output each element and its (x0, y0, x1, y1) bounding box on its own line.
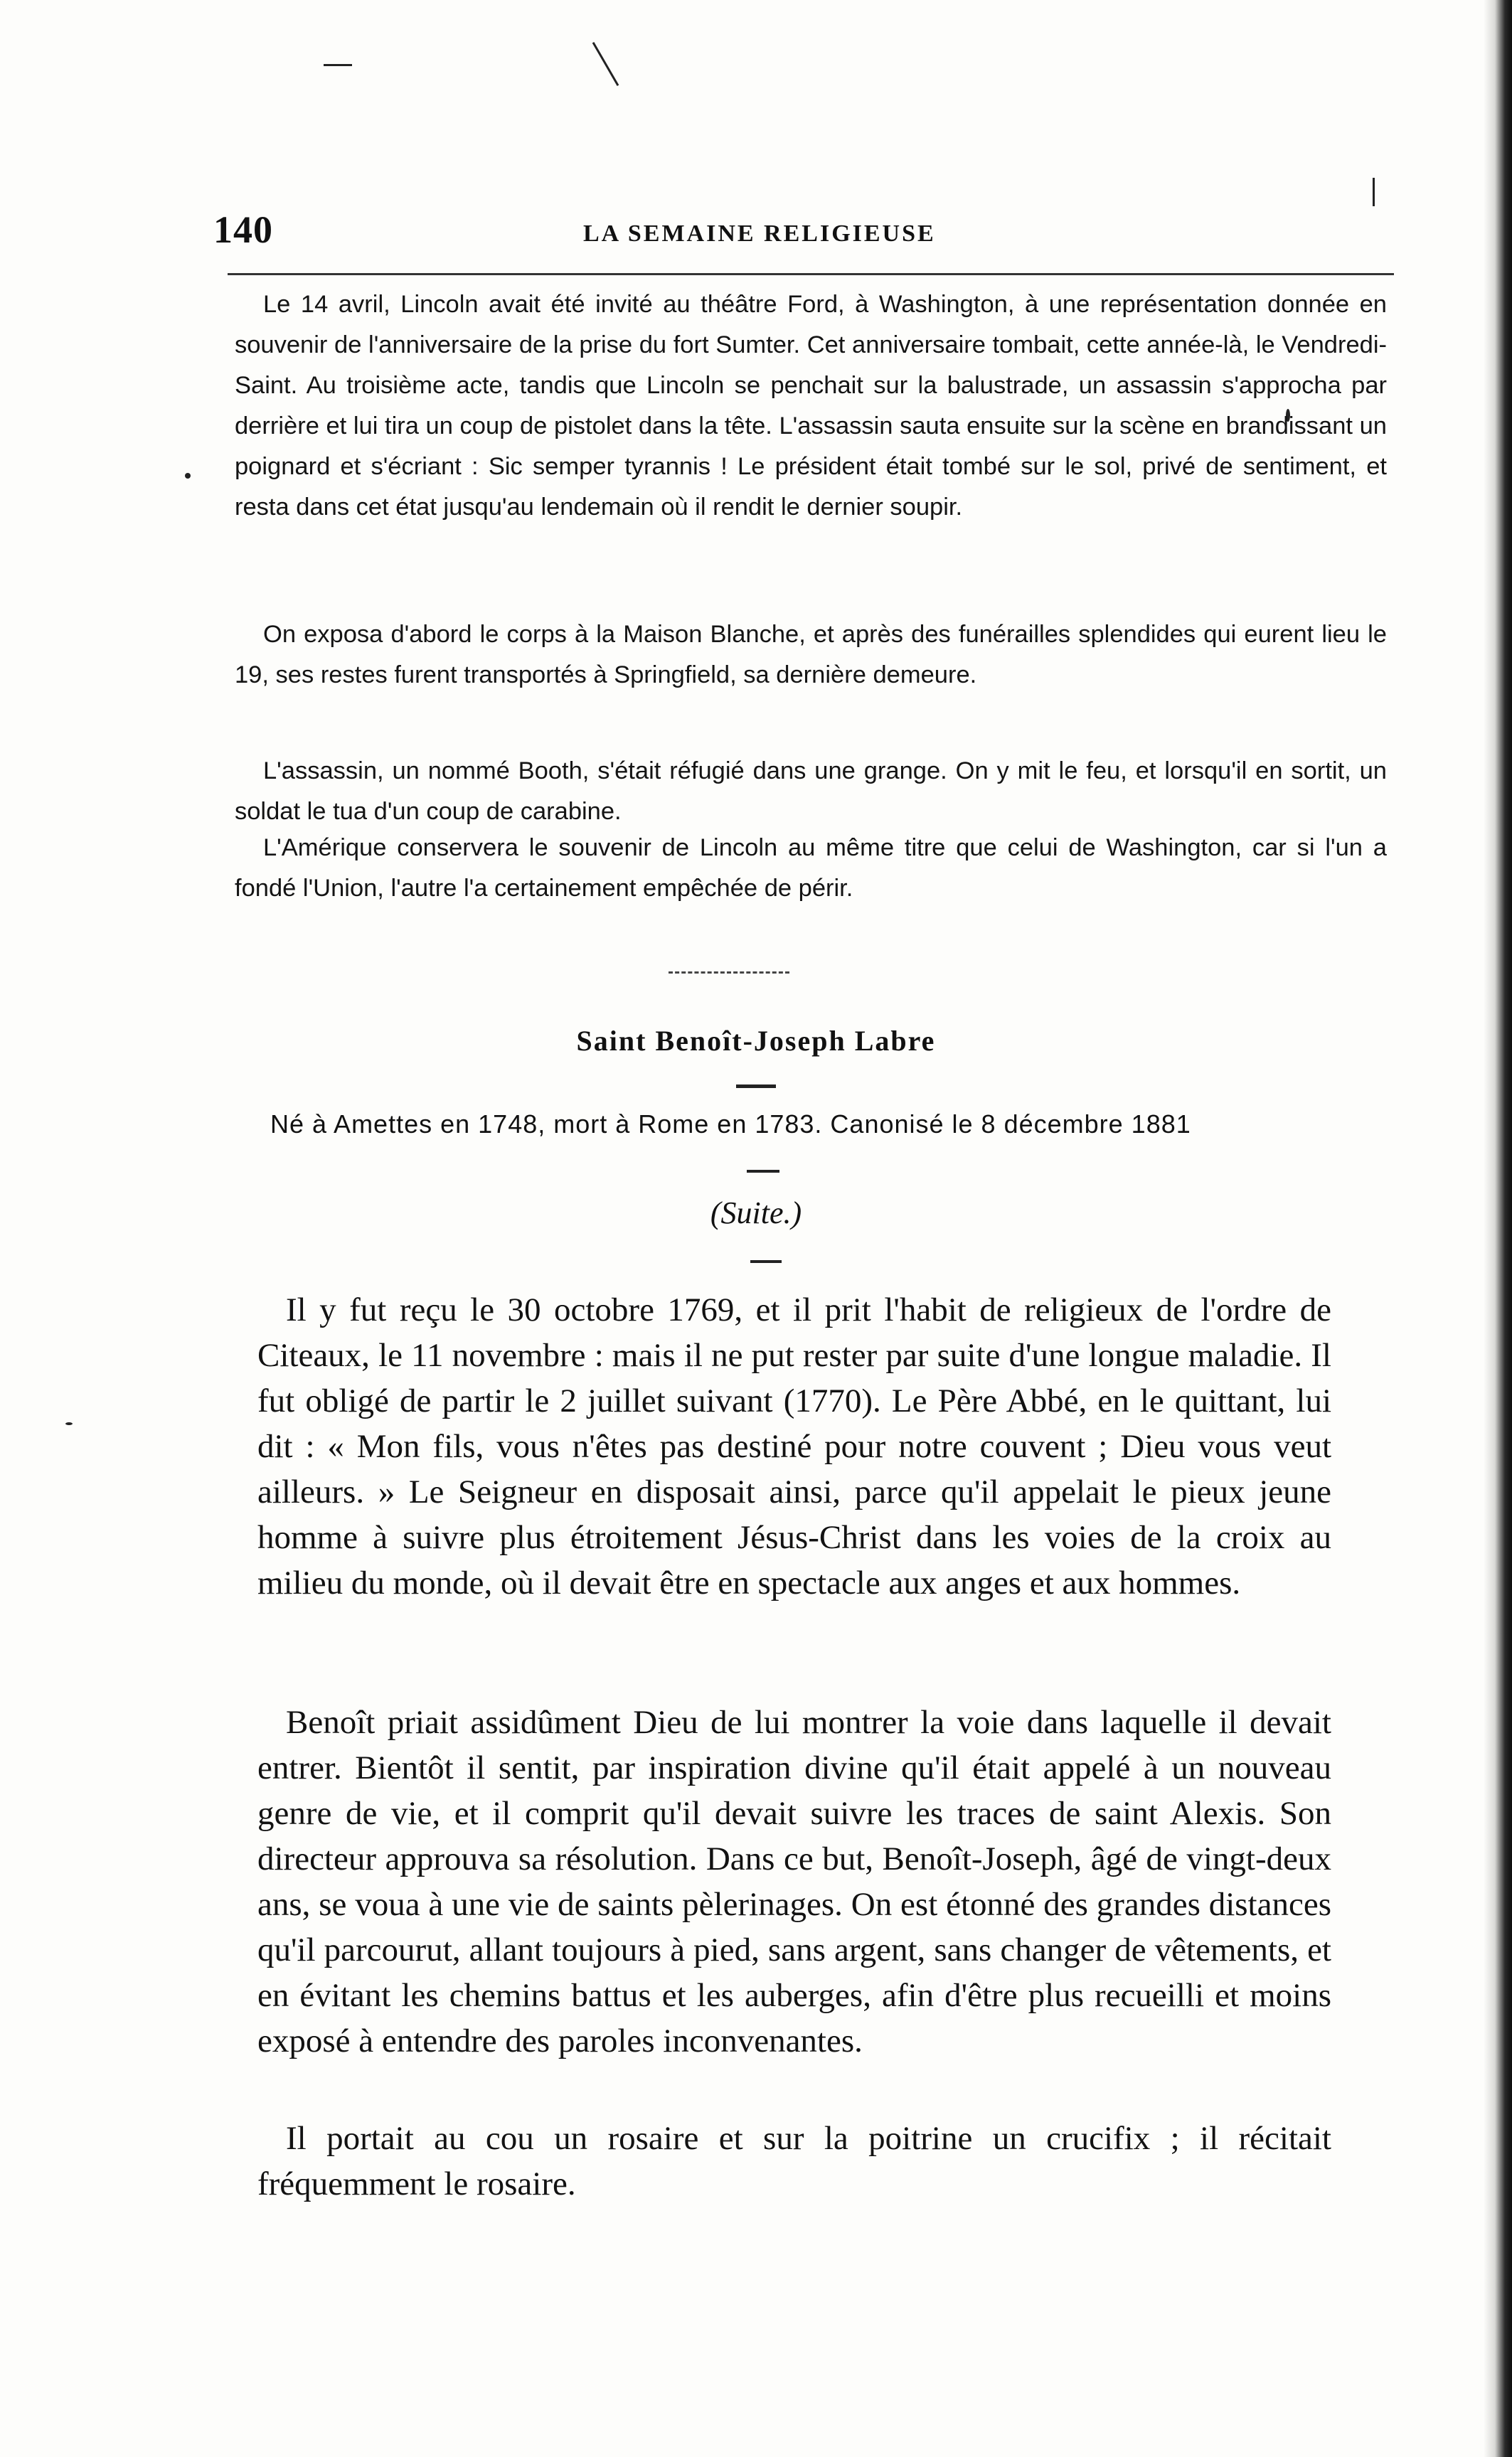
paragraph-text: Il y fut reçu le 30 octobre 1769, et il prit l'habit de religieux de l'ordre de Citeaux, le 11 novembre : mais il ne put rester par suite d'une longue maladie. Il fut obligé de partir le 2 juillet suivant (1770). Le Père Abbé, en le quittant, lui dit : « Mon fils, vous n'êtes pas destiné pour notre couvent ; Dieu vous veut ailleurs. » Le Seigneur en disposait ainsi, parce qu'il appelait le pieux jeune homme à suivre plus étroitement Jésus-Christ dans les voies de la croix au milieu du monde, où il devait être en spectacle aux anges et aux hommes. (257, 1291, 1331, 1601)
section-divider (669, 971, 789, 976)
scan-mark (592, 42, 619, 86)
page-header (213, 208, 1394, 257)
header-rule (228, 273, 1394, 275)
continued-label: (Suite.) (710, 1195, 802, 1230)
paragraph-text: L'Amérique conservera le souvenir de Lincoln au même titre que celui de Washington, car si l'un a fondé l'Union, l'autre l'a certainement empêchée de périr. (235, 834, 1387, 902)
paragraph-text: Le 14 avril, Lincoln avait été invité au théâtre Ford, à Washington, à une représentation donnée en souvenir de l'anniversaire de la prise du fort Sumter. Cet anniversaire tombait, cette année-là, le Vendredi-Saint. Au troisième acte, tandis que Lincoln se penchait sur la balustrade, un assassin s'approcha par derrière et lui tira un coup de pistolet dans la tête. L'assassin sauta ensuite sur la scène en brandissant un poignard et s'écriant : Sic semper tyrannis ! Le président était tombé sur le sol, privé de sentiment, et resta dans cet état jusqu'au lendemain où il rendit le dernier soupir. (235, 291, 1387, 521)
paragraph-text: Il portait au cou un rosaire et sur la poitrine un crucifix ; il récitait fréquemment le rosaire. (257, 2120, 1331, 2202)
article-paragraph-1 (257, 1287, 1331, 1606)
paragraph-text: Benoît priait assidûment Dieu de lui montrer la voie dans laquelle il devait entrer. Bientôt il sentit, par inspiration divine qu'il était appelé à un nouveau genre de vie, et il comprit qu'il devait suivre les traces de saint Alexis. Son directeur approuva sa résolution. Dans ce but, Benoît-Joseph, âgé de vingt-deux ans, se voua à une vie de saints pèlerinages. On est étonné des grandes distances qu'il parcourut, allant toujours à pied, sans argent, sans changer de vêtements, et en évitant les chemins battus et les auberges, afin d'être plus recueilli et moins exposé à entendre des paroles inconvenantes. (257, 1704, 1331, 2059)
page-number: 140 (213, 208, 273, 251)
paragraph-text: On exposa d'abord le corps à la Maison Blanche, et après des funérailles splendides qui eurent lieu le 19, ses restes furent transportés à Springfield, sa dernière demeure. (235, 621, 1387, 688)
scan-mark (324, 64, 352, 66)
lincoln-paragraph-4 (235, 828, 1387, 909)
continued-dash (750, 1260, 782, 1263)
title-dash (736, 1084, 776, 1088)
article-paragraph-3 (257, 2116, 1331, 2207)
scan-mark (1373, 178, 1375, 206)
article-title: Saint Benoît-Joseph Labre (576, 1025, 936, 1057)
article-paragraph-2 (257, 1700, 1331, 2064)
subtitle-dash (747, 1170, 779, 1173)
lincoln-paragraph-1 (235, 284, 1387, 528)
lincoln-paragraph-2 (235, 614, 1387, 695)
scan-speck (65, 1422, 73, 1425)
running-title: LA SEMAINE RELIGIEUSE (583, 220, 936, 247)
scan-speck (185, 473, 191, 479)
paragraph-text: L'assassin, un nommé Booth, s'était réfugié dans une grange. On y mit le feu, et lorsqu'il en sortit, un soldat le tua d'un coup de carabine. (235, 757, 1387, 825)
article-subtitle: Né à Amettes en 1748, mort à Rome en 1783. Canonisé le 8 décembre 1881 (270, 1109, 1191, 1139)
lincoln-paragraph-3 (235, 751, 1387, 832)
